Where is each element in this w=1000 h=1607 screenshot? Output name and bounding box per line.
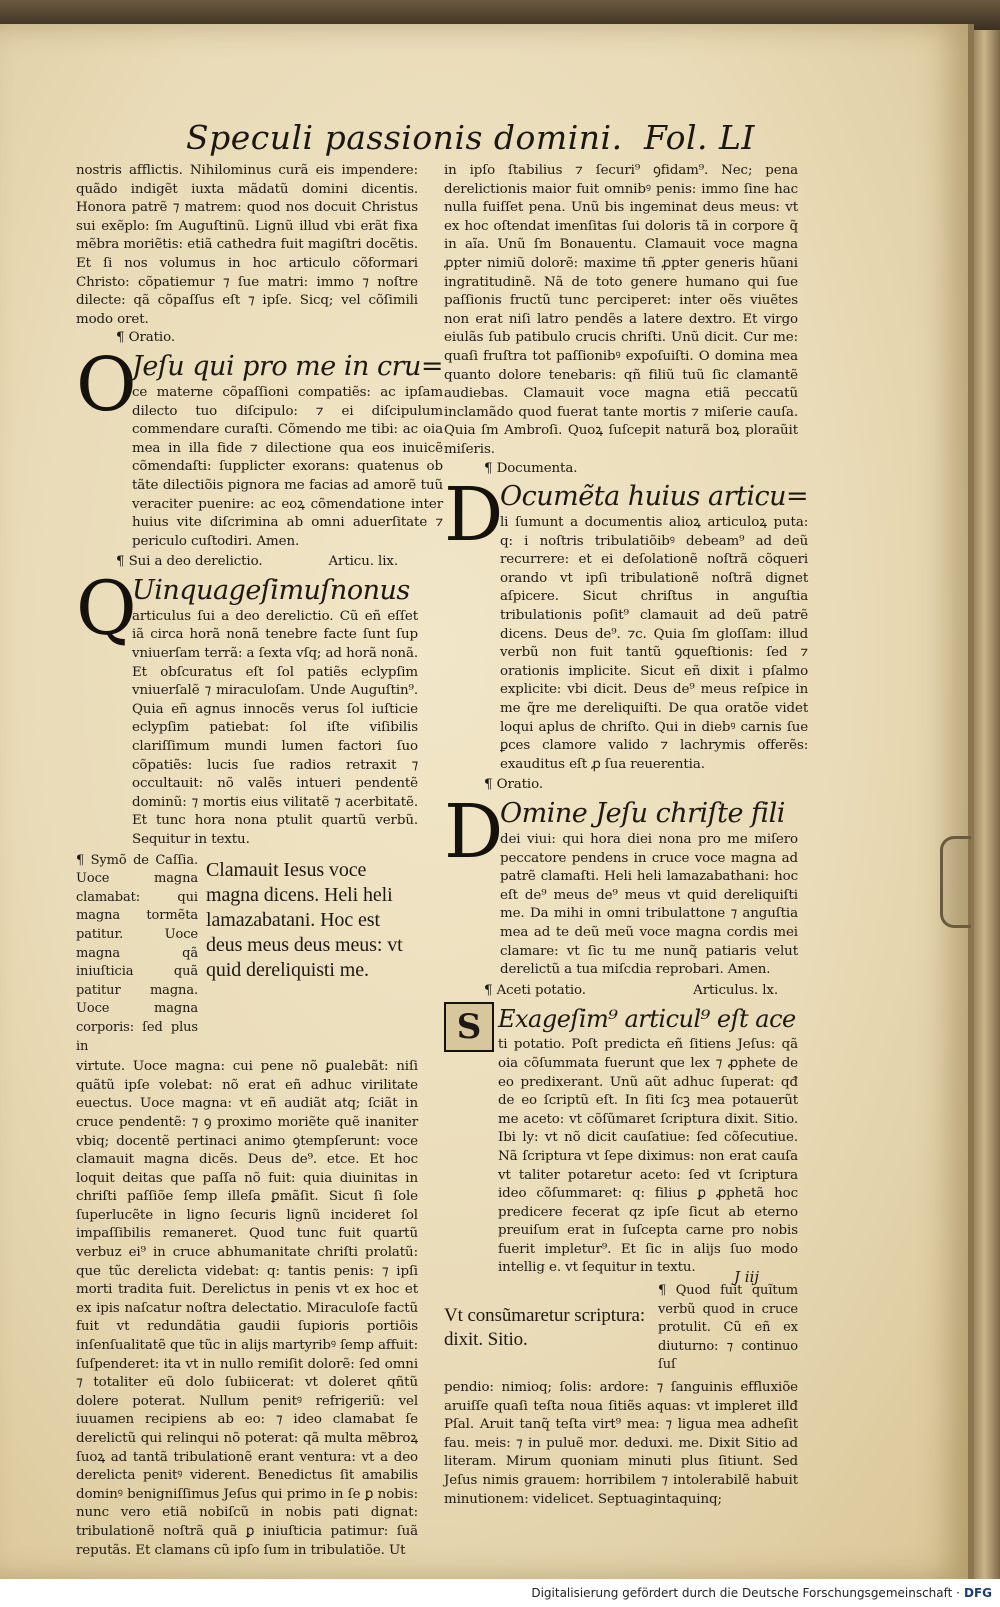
paragraph: ti potatio. Poſt predicta eñ ſitiens Jeſus: qã oia cõſummata fuerunt que lex ⁊ ꝓphete de eo predixerant. Unũ aũt adhuc ſuperat: qđ de eo ſcriptũ eſt. In ſiti ſcꝫ mea potauerũt me aceto: vt cõſũmaret ſcriptura dixit. Sitio. Ibi ly: vt nõ dicit cauſatiue: ſed cõſecutiue. Nã ſcriptura vt ſepe diximus: non erat cauſa vt taliter potaretur aceto: ſed vt ſcriptura ideo cõſummaret: q: filius ꝑ ꝓphetã hoc predicere fecerat qz ipſe ſicut ab eterno preuiſum erat in ſuſcepta carne pro nobis fuerit impletur⁹. Et ſic in alijs ſuo modo intellig e. vt ſequitur in textu.: [498, 1037, 798, 1276]
initial-block: [444, 789, 798, 980]
article-number: Articu. lix.: [328, 554, 398, 570]
running-title: Speculi passionis domini.: [186, 118, 623, 157]
rubric-title: ¶ Aceti potatio.: [484, 982, 586, 998]
drop-capital: O: [76, 341, 137, 428]
incipit-line: Ocumẽta huius articu=: [500, 481, 809, 513]
book-clasp: [940, 836, 971, 928]
incipit-line: Exageſim⁹ articul⁹ eſt ace: [498, 1005, 796, 1034]
initial-body: [500, 480, 808, 774]
footer-credit: Digitalisierung gefördert durch die Deutsche Forschungsgemeinschaft ·: [531, 1586, 960, 1600]
scripture-text: Vt consũmaretur scriptura: dixit. Sitio.: [444, 1305, 646, 1351]
rubric-article: [444, 982, 798, 1001]
paragraph: virtute. Uoce magna: cui pene nõ ꝑualebãt: niſi quãtũ ipſe volebat: nõ erat eñ adhuc virilitate euectus. Uoce magna: vt eñ audiãt atq; ſciãt in cruce pendentẽ: ⁊ ꝯ proximo moriẽte quẽ inaniter vbiq; docentẽ pertinaci animo ꝯtempſerunt: voce clamauit magna dicẽs. Deus de⁹. etce. Et hoc loquit deitas que paſſa nõ fuit: quia diuinitas in chriſti paſſiõe ſemp illeſa ꝑmãſit. Sicut ſi ſole ſuperlucẽte in ligno ſecuris lignũ incideret ſol impaſſibilis remaneret. Quod tunc fuit quartũ verbuz ei⁹ in cruce abhumanitate chriſti prolatũ: que tũc derelicta videbat: q: tantis penis: ⁊ ipſi morti tradita fuit. Derelictus in penis vt ex hoc et ex ipis naſcatur noſtra delectatio. Miraculoſe factũ fuit vt redundãtia gaudii ſupioris portiõis inſenſualitatẽ que tũc in alijs martyribꝰ ſemp affuit: ſuſpenderet: ita vt in nullo remiſit dolorẽ: ſed omni ⁊ totaliter eũ dolo ſubiicerat: vt doleret qñtũ dolere poterat. Nullum penitꝰ refrigeriũ: vel iuuamen recipiens ab eo: ⁊ ideo clamabat ſe derelictũ qui relinqui nõ poterat: qã multa mẽbroꝝ ſuoꝝ ad tantã tribulationẽ erant ventura: vt a deo derelicta penitꝰ viderent. Benedictus ſit amabilis dominꝰ benigniſſimus Jeſus qui primo in ſe ꝑ nobis: nunc vero etiã nobiſcũ in nobis pati dignat: tribulationẽ noſtrã quã ꝑ iniuſticia patimur: ſuã reputãs. Et clamans cũ ipſo ſum in tribulatiõe. Ut: [76, 1059, 418, 1558]
paragraph: pendio: nimioq; ſolis: ardore: ⁊ ſanguinis effluxiõe aruiſſe quaſi teſta noua ſitiẽs aquas: vt impleret illđ Pſal. Aruit tanq̃ teſta virt⁹ mea: ⁊ ligua mea adheſit fau. meis: ⁊ in puluẽ mor. deduxi. me. Dixit Sitio ad literam. Mirum quoniam minuti plus ſitiunt. Sed Jeſus nimis grauem: horribilem ⁊ intolerabilẽ habuit minutionem: videlicet. Septuagintaquinq;: [444, 1380, 798, 1507]
initial-body: [498, 1002, 798, 1278]
initial-block: [76, 565, 418, 850]
gloss-block: [76, 852, 418, 1057]
incipit-line: Uinquageſimuſnonus: [132, 574, 410, 606]
initial-body: [500, 797, 798, 980]
signature-mark: J iij: [734, 1268, 760, 1286]
paragraph: nostris afflictis. Nihilominus curã eis impendere: quãdo indigẽt iuxta mãdatũ domini dicentis. Honora patrẽ ⁊ matrem: quod nos docuit Christus sui exẽplo: ſm Auguſtinũ. Lignũ illud vbi erãt fixa mẽbra moriẽtis: etiã cathedra fuit magiſtri docẽtis. Et ſi nos volumus in hoc articulo cõformari Christo: cõpatiemur ⁊ ſue matri: immo ⁊ noſtre dilecte: qã cõpaſſus eſt ⁊ ipſe. Sicq; vel cõſimili modo oret.: [76, 163, 418, 327]
digitization-footer: [0, 1579, 1000, 1607]
article-number: Articulus. lx.: [693, 982, 778, 998]
rubric-documenta: ¶ Documenta.: [484, 460, 578, 476]
drop-capital: D: [444, 789, 504, 875]
initial-body: [132, 574, 418, 850]
right-column: [444, 162, 809, 1509]
commentary-gloss: ¶ Symõ de Caſſia. Uoce magna clamabat: qui magna tormẽta patitur. Uoce magna qã iniuſticia quã patitur magna. Uoce magna corporis: ſed plus in: [76, 852, 198, 1054]
book-fore-edge: [974, 30, 1000, 1579]
paragraph: articulus ſui a deo derelictio. Cũ eñ eſſet iã circa horã nonã tenebre facte ſunt ſup vniuerſam terrã: a ſexta vſq; ad horã nonã. Et obſcuratus eſt ſol patiẽs eclypſim vniuerſalẽ ⁊ miraculoſam. Unde Auguſtin⁹. Quia eñ agnus innocẽs verus ſol iuſticie eclypſim patiebat: ſol iſte viſibilis clariſſimum mundi lumen factori ſuo cõpatiẽs: lucis ſue radios retraxit ⁊ occultauit: nõ valẽs intueri pendentẽ dominũ: ⁊ mortis eius vilitatẽ ⁊ acerbitatẽ. Et tunc hora nona ptulit quartũ verbũ. Sequitur in textu.: [132, 608, 418, 847]
gloss-block: [444, 1282, 798, 1375]
paragraph: ce materne cõpaſſioni compatiẽs: ac ipſam dilecto tuo diſcipulo: ⁊ ei diſcipulum commendare curaſti. Cõmendo me tibi: ac oia mea in illa fide ⁊ dilectione qua eos inuicẽ cõmendaſti: ſupplicter exorans: quatenus ob tãte dilectiõis pignora me facias ad amorẽ tuũ veraciter puenire: ac eoꝝ cõmendatione inter huius vite diſcrimina ab omni aduerſitate ⁊ periculo cuſtodiri. Amen.: [132, 384, 443, 549]
dfg-logo: DFG: [963, 1586, 992, 1600]
rubric-oratio: ¶ Oratio.: [484, 777, 543, 793]
incipit-line: Jeſu qui pro me in cru=: [132, 350, 443, 382]
folio-number: Fol. LI: [644, 118, 755, 157]
rubric-title: ¶ Sui a deo derelictio.: [116, 554, 263, 570]
initial-body: [132, 350, 443, 551]
drop-capital: Q: [76, 565, 137, 652]
drop-capital: D: [444, 472, 504, 559]
incipit-line: Omine Jeſu chriſte fili: [500, 798, 785, 829]
left-column: [76, 162, 443, 1560]
decorated-capital: S: [444, 1002, 494, 1052]
rubric-oratio: ¶ Oratio.: [116, 330, 175, 346]
initial-block: [76, 341, 443, 551]
initial-block: [444, 472, 809, 774]
commentary-gloss: ¶ Quod fuit quĩtum verbũ quod in cruce protulit. Cũ eñ ex diuturno: ⁊ continuo ſuſ: [658, 1283, 798, 1373]
initial-block: [444, 1002, 798, 1278]
scripture-text: Clamauit Iesus voce magna dicens. Heli heli lamazabatani. Hoc est deus meus deus meus: vt quid dereliquisti me.: [206, 858, 403, 981]
paragraph: li ſumunt a documentis alioꝝ articuloꝝ puta: q: i noſtris tribulatiõibꝰ debeam⁹ ad deũ recurrere: et ei deſolationẽ noſtrã cõqueri orando vt ipſi tribulationẽ noſtrã dignet aſpicere. Sicut chriſtus in anguſtia tribulationis poſit⁹ clamauit ad deũ patrẽ dicens. Deus de⁹. ⁊c. Quia ſm gloſſam: illud verbũ non fuit tantũ ꝯqueſtionis: ſed ⁊ orationis implicite. Sicut eñ dixit i pſalmo explicite: vbi dicit. Deus de⁹ meus reſpice in me q̃re me dereliquiſti. De qua oratõe videt loqui aplus de chriſto. Qui in diebꝰ carnis ſue ꝑces clamore valido ⁊ lachrymis offerẽs: exauditus eſt ꝓ ſua reuerentia.: [500, 515, 809, 772]
paragraph: dei viui: qui hora diei nona pro me miſero peccatore pendens in cruce voce magna ad patrẽ clamaſti. Heli heli lamazabathani: hoc eſt de⁹ meus de⁹ meus vt quid dereliquiſti me. Da mihi in omni tribulattone ⁊ anguſtia mea ad te deũ meũ voce magna cordis mei clamare: vt ſic tu me nunq̃ patiaris velut derelictũ a tua miſcdia reprobari. Amen.: [500, 832, 798, 978]
paragraph: in ipſo ſtabilius ⁊ ſecuri⁹ ꝯfidam⁹. Nec; pena derelictionis maior fuit omnibꝰ penis: immo ſine hac nulla fuiſſet pena. Unũ bis ingeminat deus meus: vt ex hoc oſtendat imenſitas ſui doloris tã in corpore q̃ in aĩa. Unũ ſm Bonauentu. Clamauit voce magna ꝓpter nimiũ dolorẽ: maxime tñ ꝓpter generis hũani ingratitudinẽ. Nã de toto genere humano qui ſue paſſionis fructũ tunc perciperet: inter oẽs viuẽtes non erat niſi latro pendẽs a latere dextro. Et virgo eiulãs ſub patibulo crucis chriſti. Unũ dicit. Cur me: quaſi fruſtra tot paſſionibꝰ expoſuiſti. O domina mea quanto dolore tenebaris: qñ filiũ tuũ ſic clamantẽ audiebas. Clamauit voce magna etiã peccatũ inclamãdo quod fuerat tante mortis ⁊ miſerie cauſa. Quia ſm Ambroſi. Quoꝝ ſuſcepit naturã boꝝ ploraũit miſeris.: [444, 163, 798, 457]
